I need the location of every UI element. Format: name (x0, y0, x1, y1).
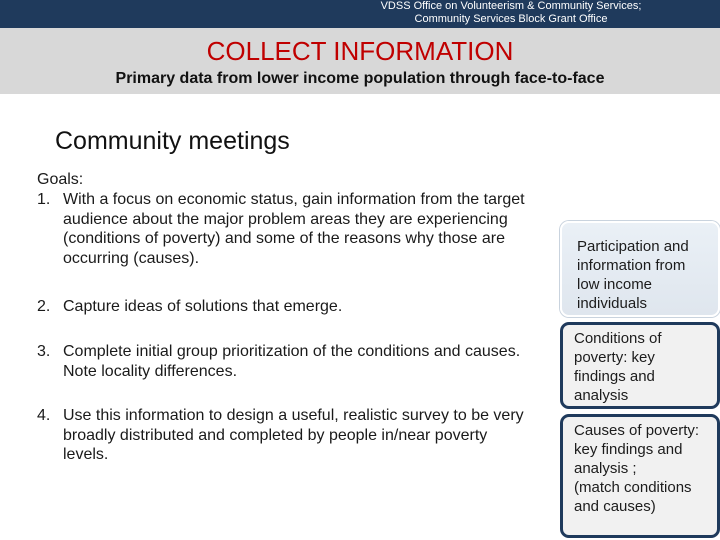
goal-item-1 (37, 190, 527, 268)
organization-name (346, 0, 676, 26)
goal-item-3 (37, 342, 527, 381)
goal-item-4 (37, 406, 527, 465)
organization-line-2: Community Services Block Grant Office (414, 13, 608, 25)
organization-line-1: VDSS Office on Volunteerism & Community Services; (380, 0, 642, 12)
page-title: COLLECT INFORMATION (206, 36, 514, 66)
goal-text: Use this information to design a useful, realistic survey to be very broadly distributed and completed by people in/near poverty levels. (63, 407, 524, 463)
participation-box: Participation and information from low income individuals (560, 221, 720, 317)
goal-text: Complete initial group prioritization of the conditions and causes. Note locality differences. (63, 343, 521, 380)
goal-item-2 (37, 297, 527, 317)
goal-number: 2. (37, 298, 51, 315)
goals-label: Goals: (37, 171, 84, 188)
goal-text: With a focus on economic status, gain information from the target audience about the major problem areas they are experiencing (conditions of poverty) and some of the reasons why those are occurring (causes). (63, 191, 525, 267)
causes-box-note: (match conditions and causes) (574, 479, 692, 515)
page-subtitle: Primary data from lower income population through face-to-face (115, 70, 605, 87)
goal-number: 1. (37, 191, 51, 208)
causes-box (560, 414, 720, 538)
conditions-box: Conditions of poverty: key findings and analysis (560, 322, 720, 409)
goal-number: 4. (37, 407, 51, 424)
goal-text: Capture ideas of solutions that emerge. (63, 298, 343, 315)
goal-number: 3. (37, 343, 51, 360)
causes-box-text: Causes of poverty: key findings and analysis ; (574, 422, 700, 477)
section-heading: Community meetings (55, 127, 290, 155)
